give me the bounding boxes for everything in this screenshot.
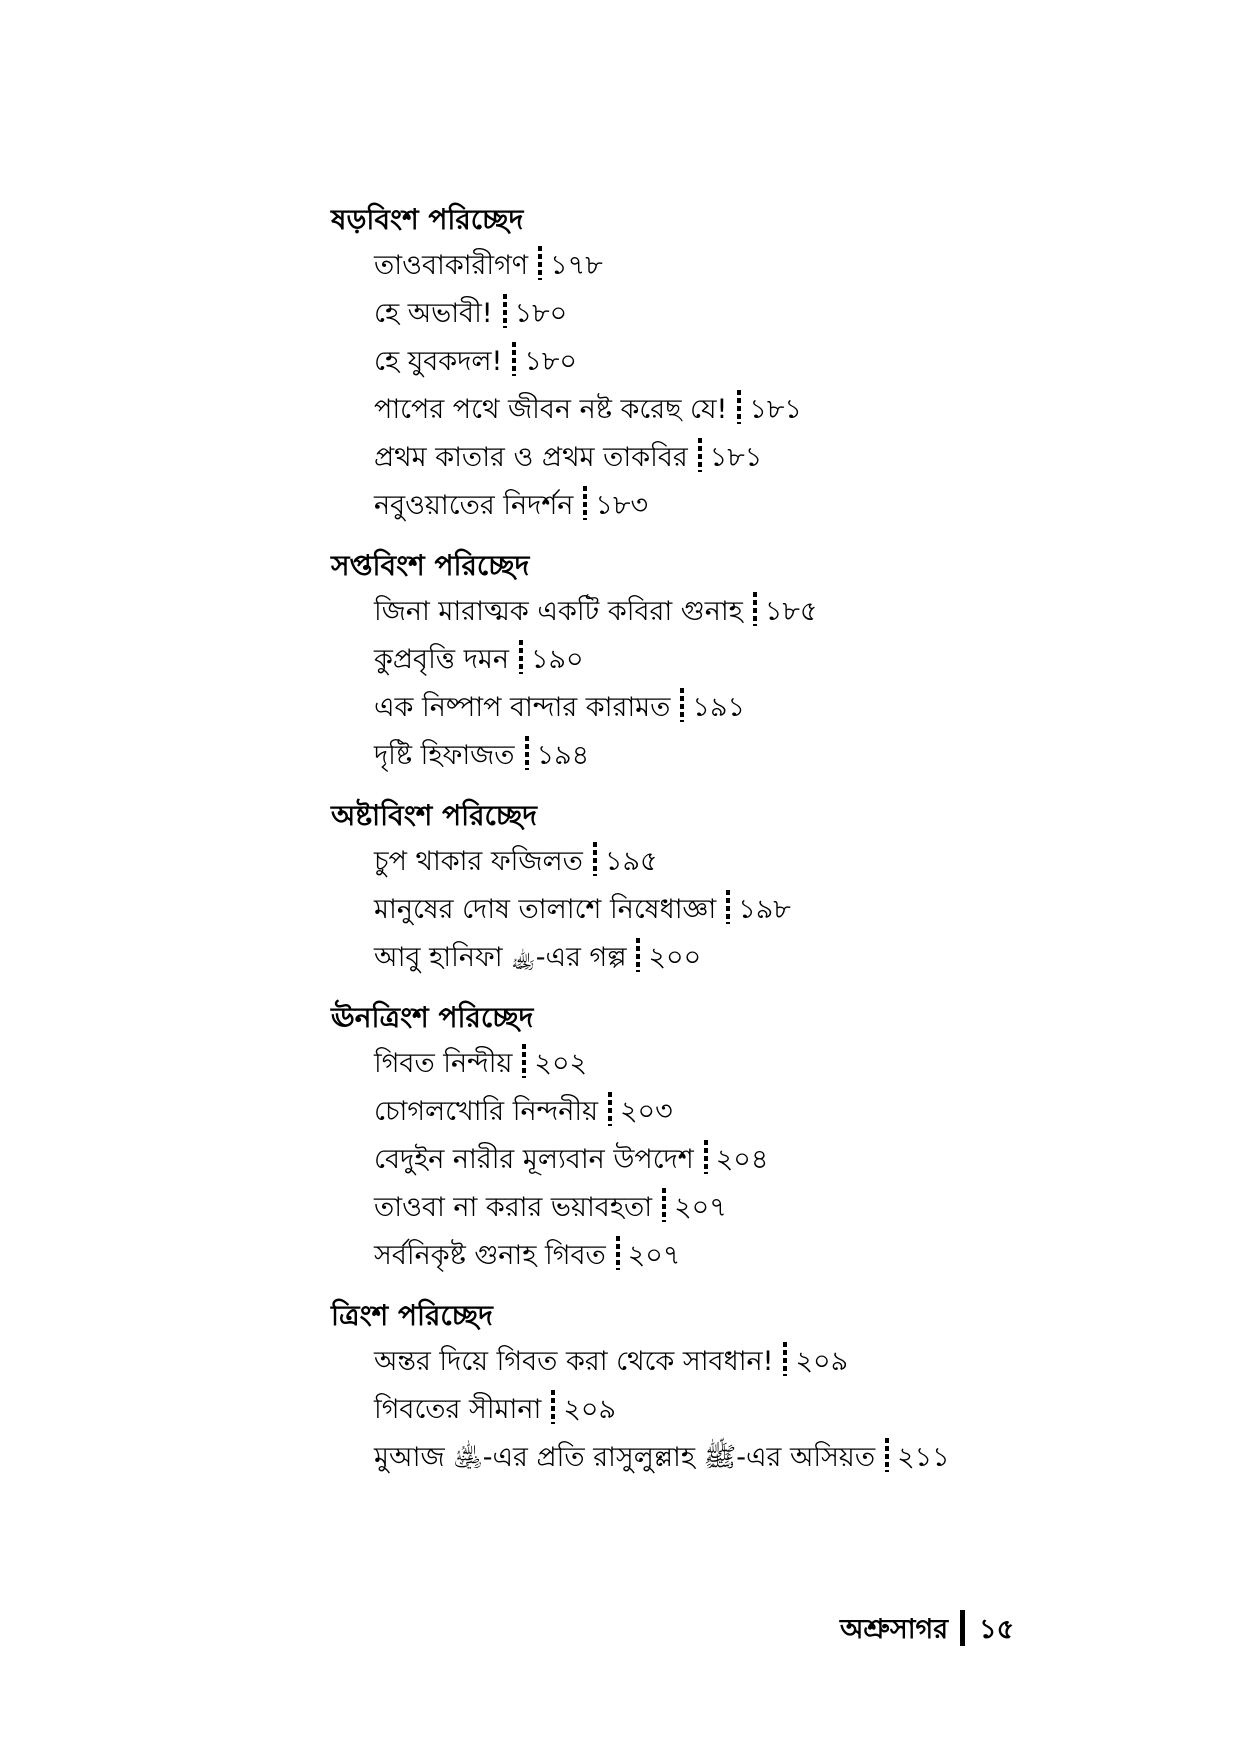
dotted-separator bbox=[512, 342, 516, 376]
toc-entry-page: ১৯৪ bbox=[536, 740, 590, 771]
dotted-separator bbox=[680, 688, 684, 722]
toc-entry-label: তাওবা না করার ভয়াবহতা bbox=[374, 1192, 653, 1223]
footer-book-title: অশ্রুসাগর bbox=[840, 1614, 949, 1645]
toc-entry-page: ২০০ bbox=[648, 942, 702, 973]
page-footer bbox=[840, 1608, 1014, 1652]
footer-divider bbox=[960, 1610, 965, 1646]
dotted-separator bbox=[616, 1236, 620, 1270]
toc-section bbox=[331, 546, 1151, 782]
toc-entry bbox=[331, 484, 1151, 532]
toc-entry-page: ১৯৮ bbox=[738, 894, 791, 925]
dotted-separator bbox=[726, 890, 730, 924]
toc-entry-page: ১৮১ bbox=[749, 394, 802, 425]
toc-entry-label: তাওবাকারীগণ bbox=[374, 250, 529, 281]
toc-entry bbox=[331, 1388, 1151, 1436]
toc-entry-label: চোগলখোরি নিন্দনীয় bbox=[374, 1096, 598, 1127]
toc-entry-label: হে অভাবী! bbox=[374, 298, 493, 329]
toc-entry-page: ১৮০ bbox=[524, 346, 577, 377]
section-title: ষড়বিংশ পরিচ্ছেদ bbox=[331, 203, 524, 236]
dotted-separator bbox=[636, 938, 640, 972]
dotted-separator bbox=[783, 1342, 787, 1376]
dotted-separator bbox=[753, 592, 757, 626]
dotted-separator bbox=[525, 736, 529, 770]
toc-entry-page: ২১১ bbox=[897, 1442, 950, 1473]
toc-entry bbox=[331, 244, 1151, 292]
toc-entry bbox=[331, 1436, 1151, 1484]
toc-entry bbox=[331, 936, 1151, 984]
toc-entry-label: আবু হানিফা ﵀-এর গল্প bbox=[374, 942, 627, 973]
toc-entry bbox=[331, 1340, 1151, 1388]
dotted-separator bbox=[885, 1438, 889, 1472]
toc-entry-page: ১৮১ bbox=[709, 442, 763, 473]
section-title: ত্রিংশ পরিচ্ছেদ bbox=[331, 1299, 493, 1332]
toc-entry bbox=[331, 1234, 1151, 1282]
toc-entry-page: ২০৭ bbox=[627, 1240, 681, 1271]
dotted-separator bbox=[583, 486, 587, 520]
toc-entry bbox=[331, 638, 1151, 686]
toc-entry bbox=[331, 436, 1151, 484]
toc-entry bbox=[331, 292, 1151, 340]
toc-entry bbox=[331, 388, 1151, 436]
toc-entry-label: কুপ্রবৃত্তি দমন bbox=[374, 644, 509, 675]
toc-entry-label: গিবতের সীমানা bbox=[374, 1394, 542, 1425]
dotted-separator bbox=[503, 294, 507, 328]
dotted-separator bbox=[519, 640, 523, 674]
toc-entry-page: ২০২ bbox=[534, 1048, 588, 1079]
dotted-separator bbox=[551, 1390, 555, 1424]
dotted-separator bbox=[704, 1140, 708, 1174]
toc-entry bbox=[331, 1042, 1151, 1090]
table-of-contents bbox=[331, 200, 1151, 1498]
toc-entry-label: সর্বনিকৃষ্ট গুনাহ গিবত bbox=[374, 1240, 606, 1271]
toc-entry-label: নবুওয়াতের নিদর্শন bbox=[374, 490, 574, 521]
dotted-separator bbox=[698, 438, 702, 472]
toc-entry-page: ২০৭ bbox=[674, 1192, 727, 1223]
toc-entry-label: প্রথম কাতার ও প্রথম তাকবির bbox=[374, 442, 688, 473]
toc-entry-label: জিনা মারাত্মক একটি কবিরা গুনাহ bbox=[374, 596, 743, 627]
toc-entry bbox=[331, 1186, 1151, 1234]
toc-entry-page: ১৭৮ bbox=[550, 250, 603, 281]
toc-entry bbox=[331, 888, 1151, 936]
toc-entry-page: ১৮৫ bbox=[764, 596, 818, 627]
toc-entry-label: অন্তর দিয়ে গিবত করা থেকে সাবধান! bbox=[374, 1346, 774, 1377]
toc-entry-page: ২০৪ bbox=[715, 1144, 769, 1175]
toc-section bbox=[331, 200, 1151, 532]
toc-entry bbox=[331, 340, 1151, 388]
section-title: অষ্টাবিংশ পরিচ্ছেদ bbox=[331, 799, 538, 832]
toc-entry-label: মানুষের দোষ তালাশে নিষেধাজ্ঞা bbox=[374, 894, 717, 925]
toc-entry bbox=[331, 840, 1151, 888]
toc-entry bbox=[331, 590, 1151, 638]
toc-section bbox=[331, 1296, 1151, 1484]
dotted-separator bbox=[608, 1092, 612, 1126]
dotted-separator bbox=[737, 390, 741, 424]
toc-entry-page: ১৮৩ bbox=[595, 490, 649, 521]
toc-entry-page: ২০৩ bbox=[620, 1096, 673, 1127]
section-title: সপ্তবিংশ পরিচ্ছেদ bbox=[331, 549, 530, 582]
toc-entry-label: এক নিষ্পাপ বান্দার কারামত bbox=[374, 692, 671, 723]
toc-entry-label: চুপ থাকার ফজিলত bbox=[374, 846, 583, 877]
toc-entry-label: দৃষ্টি হিফাজত bbox=[374, 740, 515, 771]
toc-entry-label: পাপের পথে জীবন নষ্ট করেছ যে! bbox=[374, 394, 728, 425]
toc-entry-page: ১৯০ bbox=[530, 644, 584, 675]
dotted-separator bbox=[593, 842, 597, 876]
toc-section bbox=[331, 998, 1151, 1282]
toc-section bbox=[331, 796, 1151, 984]
toc-entry-page: ১৮০ bbox=[514, 298, 568, 329]
toc-entry bbox=[331, 1090, 1151, 1138]
toc-entry-page: ২০৯ bbox=[563, 1394, 616, 1425]
toc-entry-page: ১৯১ bbox=[692, 692, 745, 723]
toc-entry-label: গিবত নিন্দীয় bbox=[374, 1048, 513, 1079]
dotted-separator bbox=[522, 1044, 526, 1078]
dotted-separator bbox=[538, 246, 542, 280]
toc-entry-label: মুআজ ﵁-এর প্রতি রাসুলুল্লাহ ﷺ-এর অসিয়ত bbox=[374, 1442, 876, 1473]
toc-entry-label: হে যুবকদল! bbox=[374, 346, 503, 377]
toc-entry bbox=[331, 734, 1151, 782]
toc-entry bbox=[331, 1138, 1151, 1186]
toc-entry-page: ১৯৫ bbox=[604, 846, 658, 877]
toc-entry-page: ২০৯ bbox=[795, 1346, 849, 1377]
toc-entry bbox=[331, 686, 1151, 734]
footer-page-number: ১৫ bbox=[979, 1614, 1015, 1645]
toc-entry-label: বেদুইন নারীর মূল্যবান উপদেশ bbox=[374, 1144, 694, 1175]
dotted-separator bbox=[662, 1188, 666, 1222]
section-title: ঊনত্রিংশ পরিচ্ছেদ bbox=[331, 1001, 534, 1034]
